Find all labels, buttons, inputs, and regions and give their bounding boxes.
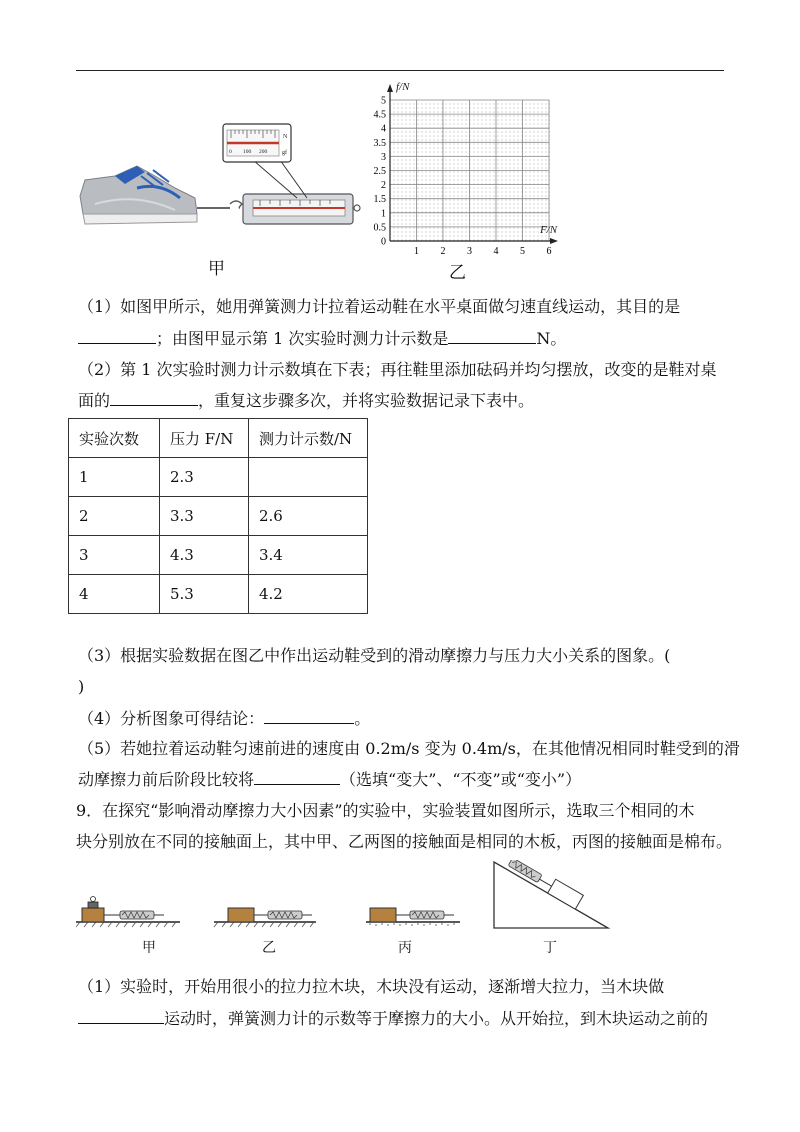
table-cell: 2: [69, 497, 160, 536]
q5-line2: [78, 768, 581, 791]
q4-line-a: （4）分析图象可得结论：: [78, 709, 265, 728]
table-header-cell: 测力计示数/N: [249, 419, 368, 458]
caption-p9-yi: 乙: [262, 940, 276, 956]
p9-line1: 9．在探究“影响滑动摩擦力大小因素”的实验中，实验装置如图所示，选取三个相同的木: [76, 801, 695, 820]
caption-p9-bing: 丙: [398, 940, 412, 956]
table-cell: 4: [69, 575, 160, 614]
y-tick-label: 4: [381, 123, 386, 135]
q2-line2: [78, 389, 534, 412]
q4-line: [78, 707, 370, 730]
q5-line2-b: （选填“变大”、“不变”或“变小”）: [340, 770, 582, 789]
table-row: [69, 458, 368, 497]
y-tick-label: 3: [381, 151, 386, 163]
x-tick-label: 6: [546, 246, 552, 257]
y-tick-label: 5: [381, 95, 386, 107]
x-tick-label: 5: [520, 246, 525, 257]
shoe-illustration: [80, 166, 197, 224]
table-row: [69, 575, 368, 614]
apparatus-bing: [366, 908, 460, 926]
table-row: [69, 497, 368, 536]
y-tick-label: 3.5: [373, 137, 386, 149]
y-tick-label: 0: [381, 236, 386, 248]
gauge-zoom: [223, 124, 291, 162]
caption-p9-ding: 丁: [543, 940, 557, 956]
y-tick-label: 1.5: [373, 194, 386, 206]
p9-sub1-line2-text: 运动时，弹簧测力计的示数等于摩擦力的大小。从开始拉，到木块运动之前的: [164, 1009, 709, 1028]
gauge-label-100: 100: [243, 149, 252, 155]
y-tick-label: 2.5: [373, 166, 386, 177]
q1-line1: （1）如图甲所示，她用弹簧测力计拉着运动鞋在水平桌面做匀速直线运动，其目的是: [78, 297, 681, 316]
table-cell-empty[interactable]: [249, 458, 368, 497]
spring-scale: [230, 194, 360, 224]
gauge-label-0: 0: [229, 149, 232, 155]
figure-friction-apparatus: [76, 860, 616, 932]
table-cell: 2.3: [160, 458, 249, 497]
p9-sub1-line1: （1）实验时，开始用很小的拉力拉木块，木块没有运动，逐渐增大拉力，当木块做: [78, 977, 665, 996]
gauge-label-gf: gf: [282, 150, 287, 156]
table-cell: 4.3: [160, 536, 249, 575]
graph-ylabel: f/N: [396, 81, 410, 93]
q4-line-b: 。: [354, 709, 371, 728]
table-header-row: [69, 419, 368, 458]
y-tick-label: 0.5: [373, 222, 386, 234]
answer-blank[interactable]: [110, 389, 198, 406]
figure-shoe-scale: [75, 118, 365, 248]
answer-blank[interactable]: [78, 327, 156, 344]
apparatus-ding: [494, 860, 608, 928]
table-cell: 4.2: [249, 575, 368, 614]
gauge-label-200: 200: [259, 149, 268, 155]
apparatus-yi: [214, 908, 316, 927]
table-header-cell: 实验次数: [69, 419, 160, 458]
data-table: [68, 418, 368, 614]
table-row: [69, 536, 368, 575]
table-cell: 3: [69, 536, 160, 575]
answer-blank[interactable]: [264, 707, 354, 724]
table-cell: 3.3: [160, 497, 249, 536]
answer-blank[interactable]: [254, 768, 340, 785]
table-cell: 5.3: [160, 575, 249, 614]
q5-line2-a: 动摩擦力前后阶段比较将: [78, 770, 255, 789]
table-cell: 3.4: [249, 536, 368, 575]
q1-line2: [78, 327, 566, 350]
graph-friction-vs-pressure: [360, 78, 570, 258]
q1-line2-b: N。: [536, 329, 567, 348]
q1-line2-a: ；由图甲显示第 1 次实验时测力计示数是: [156, 329, 449, 348]
x-tick-label: 4: [493, 246, 499, 257]
q5-line1: （5）若她拉着运动鞋匀速前进的速度由 0.2m/s 变为 0.4m/s，在其他情况相同时鞋受到的滑: [78, 739, 740, 758]
y-tick-label: 4.5: [373, 109, 386, 121]
q3-line2: ): [78, 677, 85, 696]
x-tick-label: 2: [440, 246, 446, 257]
x-tick-label: 3: [467, 246, 472, 257]
table-cell: 1: [69, 458, 160, 497]
y-tick-label: 1: [381, 208, 386, 220]
p9-line2: 块分别放在不同的接触面上，其中甲、乙两图的接触面是相同的木板，丙图的接触面是棉布。: [76, 832, 733, 851]
y-tick-label: 2: [381, 180, 386, 192]
x-tick-label: 1: [414, 246, 419, 257]
q3-line1: （3）根据实验数据在图乙中作出运动鞋受到的滑动摩擦力与压力大小关系的图象。(: [78, 646, 671, 665]
q2-line2-a: 面的: [78, 391, 111, 410]
apparatus-jia: [76, 897, 180, 928]
caption-yi-top: 乙: [449, 263, 466, 283]
gauge-label-n: N: [283, 134, 288, 140]
p9-sub1-line2: [78, 1007, 708, 1030]
q2-line1: （2）第 1 次实验时测力计示数填在下表；再往鞋里添加砝码并均匀摆放，改变的是鞋对桌: [78, 360, 717, 379]
answer-blank[interactable]: [448, 327, 536, 344]
table-header-cell: 压力 F/N: [160, 419, 249, 458]
table-cell: 2.6: [249, 497, 368, 536]
header-rule: [76, 70, 724, 71]
caption-p9-jia: 甲: [142, 940, 156, 956]
answer-blank[interactable]: [78, 1007, 164, 1024]
q2-line2-b: ，重复这步骤多次，并将实验数据记录下表中。: [198, 391, 535, 410]
graph-xlabel: F/N: [540, 224, 558, 236]
caption-jia-top: 甲: [208, 259, 225, 279]
